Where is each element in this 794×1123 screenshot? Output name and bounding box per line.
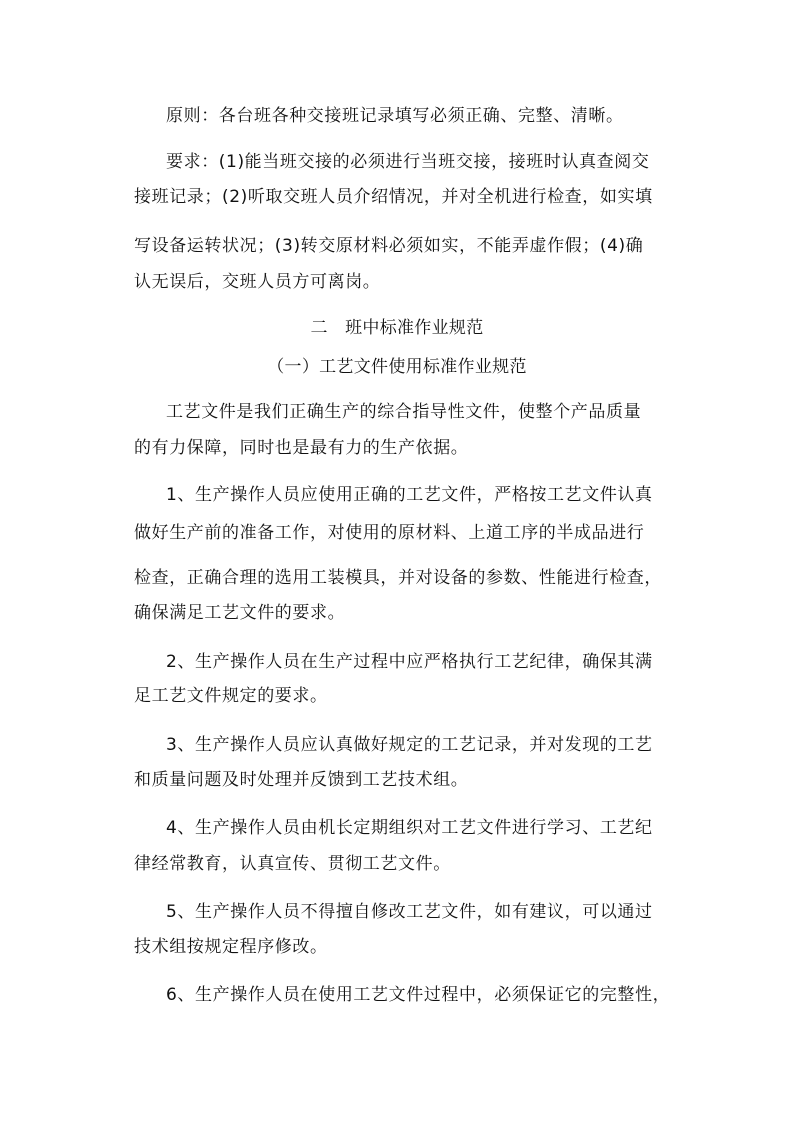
item-4-line-2: 律经常教育，认真宣传、贯彻工艺文件。 [134, 854, 451, 874]
item-2-line-2: 足工艺文件规定的要求。 [134, 686, 328, 706]
intro-line-2: 的有力保障，同时也是最有力的生产依据。 [134, 438, 469, 458]
item-1-line-4: 确保满足工艺文件的要求。 [134, 603, 346, 623]
requirement-line-4: 认无误后，交班人员方可离岗。 [134, 272, 381, 292]
item-2-line-1: 2、生产操作人员在生产过程中应严格执行工艺纪律，确保其满 [166, 652, 653, 672]
requirement-line-2: 接班记录；(2)听取交班人员介绍情况，并对全机进行检查，如实填 [134, 187, 653, 207]
item-4-line-1: 4、生产操作人员由机长定期组织对工艺文件进行学习、工艺纪 [166, 818, 653, 838]
requirement-line-1: 要求：(1)能当班交接的必须进行当班交接，接班时认真查阅交 [166, 152, 650, 172]
item-1-line-3: 检查，正确合理的选用工装模具，并对设备的参数、性能进行检查， [134, 568, 662, 588]
sub-heading: （一）工艺文件使用标准作业规范 [267, 357, 527, 377]
section-heading: 二 班中标准作业规范 [310, 318, 484, 338]
item-6-line-1: 6、生产操作人员在使用工艺文件过程中，必须保证它的完整性， [166, 985, 671, 1005]
item-1-line-2: 做好生产前的准备工作，对使用的原材料、上道工序的半成品进行 [134, 523, 645, 543]
item-5-line-1: 5、生产操作人员不得擅自修改工艺文件，如有建议，可以通过 [166, 902, 653, 922]
intro-line-1: 工艺文件是我们正确生产的综合指导性文件，使整个产品质量 [166, 402, 642, 422]
item-3-line-1: 3、生产操作人员应认真做好规定的工艺记录，并对发现的工艺 [166, 735, 653, 755]
item-1-line-1: 1、生产操作人员应使用正确的工艺文件，严格按工艺文件认真 [166, 485, 653, 505]
principle-line: 原则：各台班各种交接班记录填写必须正确、完整、清晰。 [166, 106, 624, 126]
item-3-line-2: 和质量问题及时处理并反馈到工艺技术组。 [134, 770, 469, 790]
item-5-line-2: 技术组按规定程序修改。 [134, 937, 328, 957]
requirement-line-3: 写设备运转状况；(3)转交原材料必须如实，不能弄虚作假；(4)确 [134, 236, 644, 256]
